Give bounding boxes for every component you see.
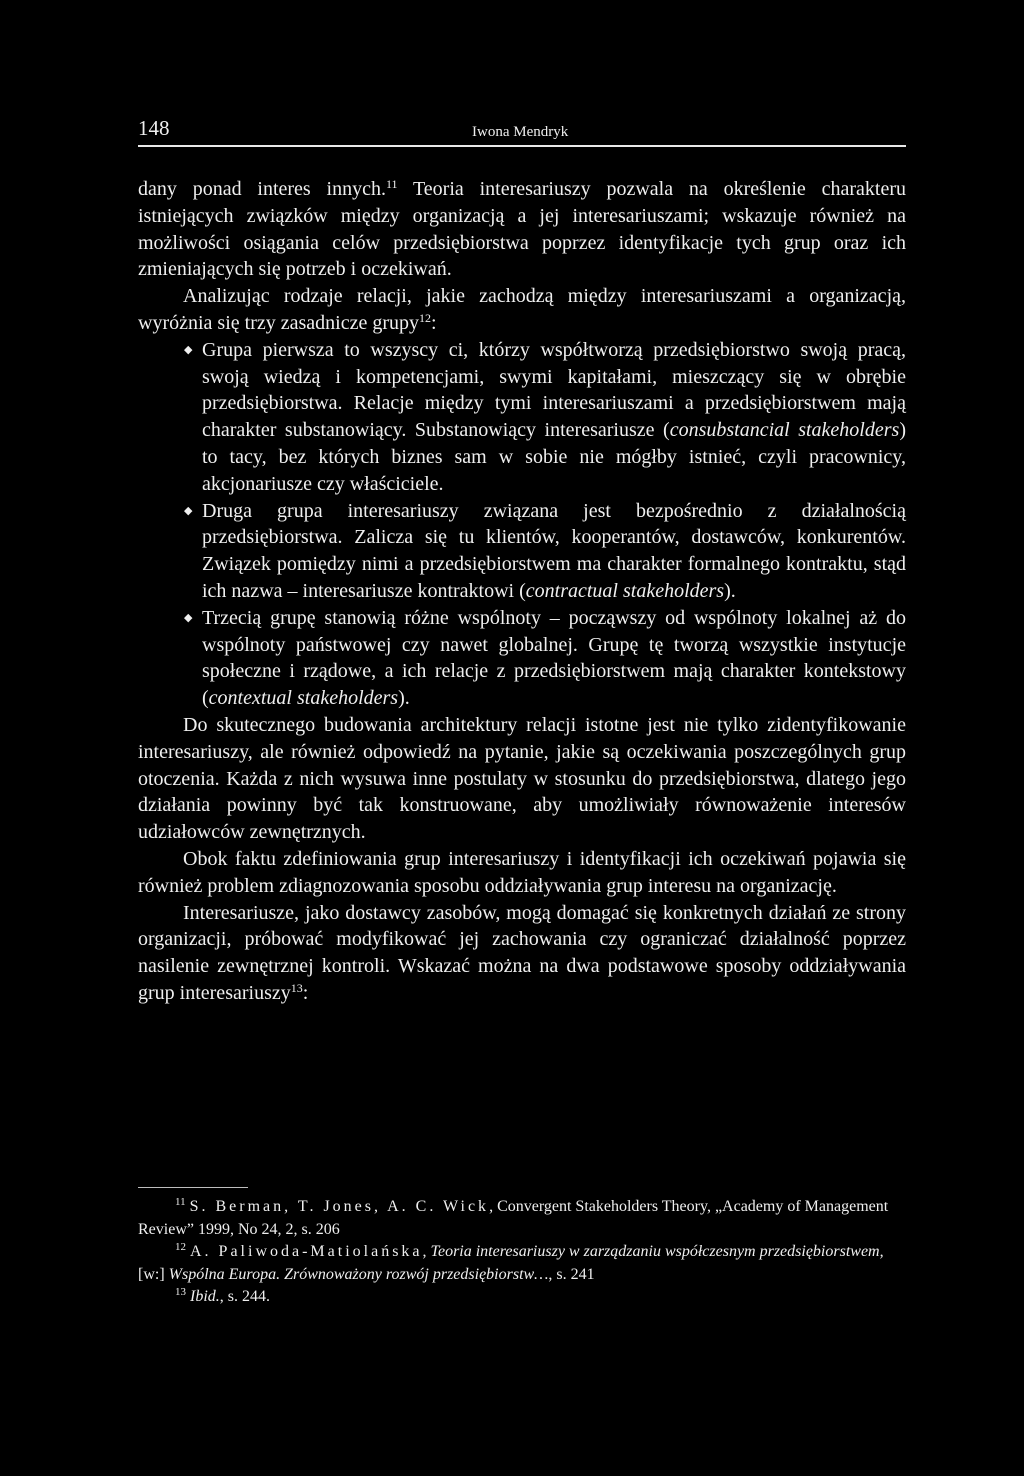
diamond-bullet-icon: ◆ [184,504,193,517]
footnote-text: , Convergent Stakeholders Theory, „Academy of Management Review” 1999, No 24, 2, s. 206 [138,1198,889,1238]
footnote-ibid: Ibid. [190,1288,220,1306]
paragraph-5 [138,900,906,1007]
paragraph-1-text-a: dany ponad interes innych. [138,178,386,200]
stakeholder-groups-list [138,337,906,712]
footnote-separator [138,1187,248,1188]
paragraph-2-text-a: Analizując rodzaje relacji, jakie zachodzą między interesariuszami a organizacją, wyróżnia się trzy zasadnicze grupy [138,285,906,334]
page-number: 148 [138,116,170,140]
footnote-ref-13: 13 [290,980,303,995]
footnote-author: A. Paliwoda-Matiolańska [190,1243,423,1261]
list-item-3-text-b: ). [398,687,410,710]
list-item [138,337,906,498]
paragraph-5-text-b: : [302,981,309,1004]
footnote-number: 12 [175,1241,186,1254]
footnote-author: S. Berman, T. Jones, A. C. Wick [189,1198,490,1215]
footnote-title: Teoria interesariuszy w zarządzaniu współczesnym przedsiębiorstwem, [430,1243,884,1261]
paragraph-1 [138,176,906,283]
footnote-12 [138,1241,906,1286]
list-item [138,605,906,712]
list-item-1-text-a: Grupa pierwsza to wszyscy ci, którzy współtworzą przedsiębiorstwo swoją pracą, swoją wiedzą i kompetencjami, swymi kapitałami, mieszczący się w obrębie przedsiębiorstwa. Relacje między tymi interesariuszami a przedsiębiorstwem mają charakter substanowiący. Substanowiący interesariusze ( [202,338,906,442]
diamond-bullet-icon: ◆ [184,611,193,624]
page-header [138,116,906,146]
paragraph-4: Obok faktu zdefiniowania grup interesariuszy i identyfikacji ich oczekiwań pojawia się również problem zdiagnozowania sposobu oddziaływania grup interesu na organizację. [138,847,906,897]
footnote-ref-11: 11 [385,177,398,191]
footnote-separator-text: , [422,1243,431,1261]
footnote-ref-12: 12 [419,310,431,325]
list-item-2-text-a: Druga grupa interesariuszy związana jest bezpośrednio z działalnością przedsiębiorstwa. Zalicza się tu klientów, kooperantów, dostawców, konkurentów. Związek pomiędzy nimi a przedsiębiorstwem ma charakter formalnego kontraktu, stąd ich nazwa – interesariusze kontraktowi ( [202,499,906,602]
body-text [138,176,906,1007]
running-head-author: Iwona Mendryk [472,124,569,140]
paragraph-5-text-a: Interesariusze, jako dostawcy zasobów, mogą domagać się konkretnych działań ze strony organizacji, próbować modyfikować jej zachowania czy ograniczać działalność poprzez nasilenie zewnętrznej kontroli. Wskazać można na dwa podstawowe sposoby oddziaływania grup interesariuszy [138,901,906,1004]
paragraph-2-text-b: : [431,311,437,334]
footnote-text: [w:] [138,1265,169,1283]
paragraph-3: Do skutecznego budowania architektury relacji istotne jest nie tylko zidentyfikowanie interesariuszy, ale również odpowiedź na pytanie, jakie są oczekiwania poszczególnych grup otoczenia. Każda z nich wysuwa inne postulaty w stosunku do przedsiębiorstwa, dlatego jego działania powinny być tak konstruowane, aby umożliwiały równoważenie interesów udziałowców zewnętrznych. [138,713,906,844]
list-item-3-term: contextual stakeholders [208,687,399,710]
diamond-bullet-icon: ◆ [184,343,193,356]
footnote-13 [138,1286,906,1309]
header-rule [138,145,906,147]
list-item [138,498,906,605]
list-item-1-text-b: ) to tacy, bez których biznes sam w sobie nie mógłby istnieć, czyli pracownicy, akcjonariusze czy właściciele. [202,419,906,495]
list-item-1-term: consubstancial stakeholders [669,419,900,442]
list-item-3-text-a: Trzecią grupę stanowią różne wspólnoty – począwszy od wspólnoty lokalnej aż do wspólnoty państwowej czy nawet globalnej. Grupę tę tworzą wszystkie instytucje społeczne i rządowe, a ich relacje z przedsiębiorstwem mają charakter kontekstowy ( [202,606,906,710]
footnote-text: , s. 244. [219,1288,271,1306]
footnote-book-title: Wspólna Europa. Zrównoważony rozwój przedsiębiorstw… [168,1265,549,1283]
footnotes [138,1196,906,1309]
footnote-11 [138,1196,906,1241]
footnote-number: 13 [175,1286,186,1299]
paragraph-1-text-b: Teoria interesariuszy pozwala na określenie charakteru istniejących związków między organizacją a jej interesariuszami; wskazuje również na możliwości osiągania celów przedsiębiorstwa poprzez identyfikacje tych grup oraz ich zmieniających się potrzeb i oczekiwań. [138,178,906,281]
footnote-text: , s. 241 [548,1265,595,1283]
list-item-2-text-b: ). [724,579,736,602]
footnote-number: 11 [175,1196,186,1208]
paragraph-2 [138,283,906,337]
list-item-2-term: contractual stakeholders [525,579,725,602]
